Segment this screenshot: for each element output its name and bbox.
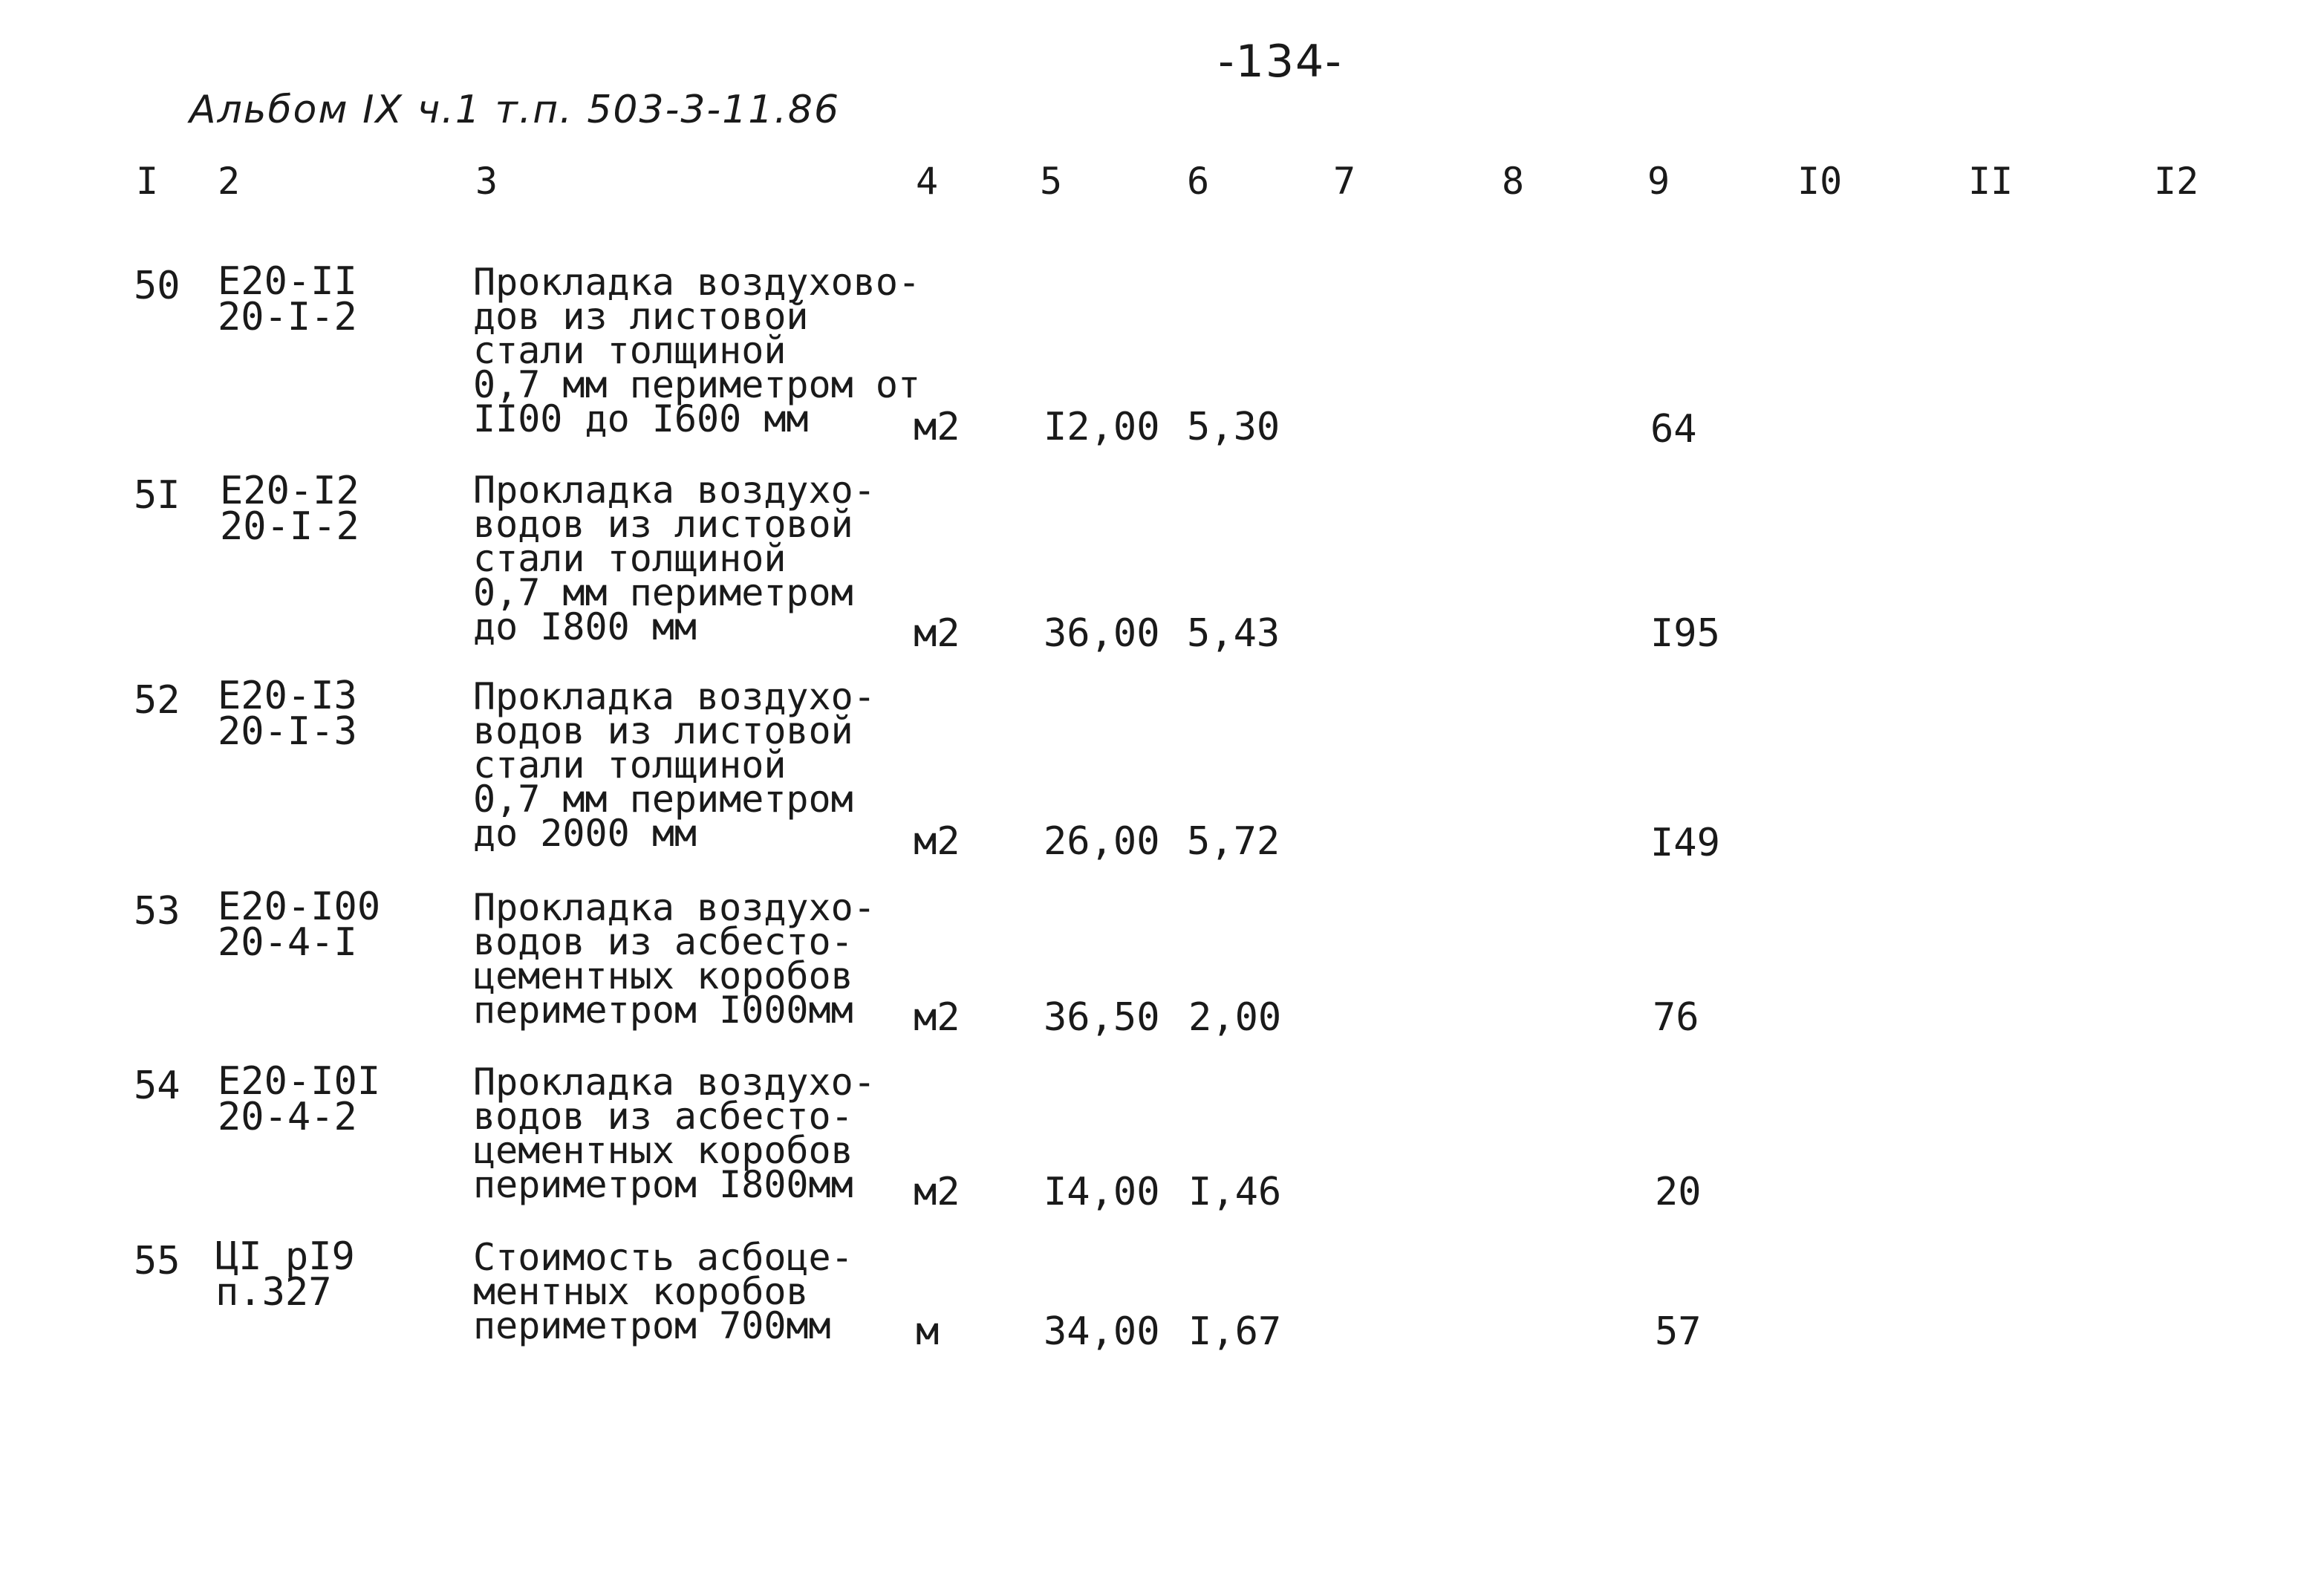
unit: м2: [914, 1170, 960, 1214]
unit-price: 5,30: [1187, 405, 1280, 449]
norm-code-line: Е20-II: [218, 259, 357, 304]
row-number: 53: [134, 889, 180, 934]
description-line: цементных коробов: [473, 954, 853, 997]
norm-code-line: 20-I-3: [218, 709, 357, 754]
work-description: [473, 261, 921, 440]
description-line: Прокладка воздухо-: [473, 886, 876, 929]
quantity: I2,00: [1044, 405, 1160, 449]
column-header-11: II: [1968, 160, 2014, 203]
total-cost: I49: [1650, 821, 1720, 865]
total-cost: 64: [1650, 407, 1697, 452]
norm-code-line: Е20-I3: [218, 674, 357, 718]
row-number: 52: [134, 678, 180, 723]
description-line: до 2000 мм: [473, 812, 697, 855]
work-description: [473, 1061, 876, 1206]
description-line: Стоимость асбоце-: [473, 1236, 853, 1279]
unit-price: 2,00: [1188, 995, 1282, 1040]
total-cost: 57: [1655, 1309, 1702, 1354]
column-header-12: I2: [2154, 160, 2199, 203]
work-description: [473, 675, 876, 855]
work-description: [473, 469, 876, 648]
norm-code-line: Е20-I00: [218, 885, 381, 929]
description-line: ментных коробов: [473, 1270, 809, 1313]
quantity: I4,00: [1044, 1170, 1160, 1214]
quantity: 36,00: [1044, 611, 1160, 656]
norm-code-line: 20-I-2: [220, 504, 359, 549]
column-header-10: I0: [1797, 160, 1843, 203]
norm-code-line: 20-4-I: [218, 920, 357, 965]
album-reference: Альбом IX ч.1 т.п. 503-3-11.86: [189, 88, 841, 132]
norm-code: [218, 674, 357, 754]
norm-code-line: п.327: [215, 1270, 332, 1315]
column-header-8: 8: [1502, 160, 1525, 203]
description-line: дов из листовой: [473, 295, 809, 338]
total-cost: 76: [1653, 995, 1699, 1040]
unit: м2: [914, 611, 960, 656]
row-number: 55: [134, 1239, 180, 1283]
unit: м2: [914, 819, 960, 864]
work-description: [473, 886, 876, 1032]
description-line: стали толщиной: [473, 329, 787, 372]
unit: м2: [914, 405, 960, 449]
description-line: водов из асбесто-: [473, 920, 853, 963]
quantity: 36,50: [1044, 995, 1160, 1040]
row-number: 54: [134, 1064, 180, 1108]
total-cost: I95: [1650, 611, 1720, 656]
unit-price: I,67: [1188, 1309, 1282, 1354]
row-number: 5I: [134, 473, 180, 518]
description-line: до I800 мм: [473, 605, 697, 648]
quantity: 34,00: [1044, 1309, 1160, 1354]
description-line: II00 до I600 мм: [473, 397, 809, 440]
description-line: 0,7 мм периметром: [473, 571, 853, 614]
norm-code-line: Е20-I2: [220, 469, 359, 513]
unit: м: [916, 1309, 940, 1354]
page-number: -134-: [1218, 36, 1343, 88]
norm-code-line: Е20-I0I: [218, 1059, 381, 1104]
description-line: периметром I000мм: [473, 989, 853, 1032]
norm-code: [218, 885, 381, 965]
column-header-1: I: [136, 160, 159, 203]
norm-code: [218, 259, 357, 339]
total-cost: 20: [1655, 1170, 1702, 1214]
description-line: Прокладка воздухово-: [473, 261, 921, 304]
description-line: стали толщиной: [473, 743, 787, 787]
column-header-2: 2: [218, 160, 241, 203]
column-header-4: 4: [916, 160, 939, 203]
unit-price: 5,72: [1187, 819, 1280, 864]
norm-code-line: ЦI рI9: [215, 1234, 355, 1279]
description-line: Прокладка воздухо-: [473, 1061, 876, 1104]
description-line: 0,7 мм периметром от: [473, 363, 921, 406]
quantity: 26,00: [1044, 819, 1160, 864]
description-line: цементных коробов: [473, 1129, 853, 1172]
column-header-5: 5: [1040, 160, 1063, 203]
description-line: Прокладка воздухо-: [473, 469, 876, 512]
row-number: 50: [134, 264, 180, 308]
norm-code: [215, 1234, 355, 1315]
description-line: Прокладка воздухо-: [473, 675, 876, 718]
unit: м2: [914, 995, 960, 1040]
unit-price: I,46: [1188, 1170, 1282, 1214]
column-header-7: 7: [1333, 160, 1356, 203]
description-line: периметром I800мм: [473, 1163, 853, 1206]
column-header-9: 9: [1647, 160, 1670, 203]
norm-code: [220, 469, 359, 549]
description-line: водов из листовой: [473, 503, 853, 546]
unit-price: 5,43: [1187, 611, 1280, 656]
column-header-3: 3: [475, 160, 498, 203]
description-line: 0,7 мм периметром: [473, 778, 853, 821]
work-description: [473, 1236, 853, 1347]
norm-code: [218, 1059, 381, 1139]
description-line: водов из листовой: [473, 709, 853, 752]
description-line: стали толщиной: [473, 537, 787, 580]
description-line: водов из асбесто-: [473, 1095, 853, 1138]
norm-code-line: 20-I-2: [218, 295, 357, 339]
description-line: периметром 700мм: [473, 1304, 831, 1347]
column-header-6: 6: [1187, 160, 1210, 203]
norm-code-line: 20-4-2: [218, 1095, 357, 1139]
